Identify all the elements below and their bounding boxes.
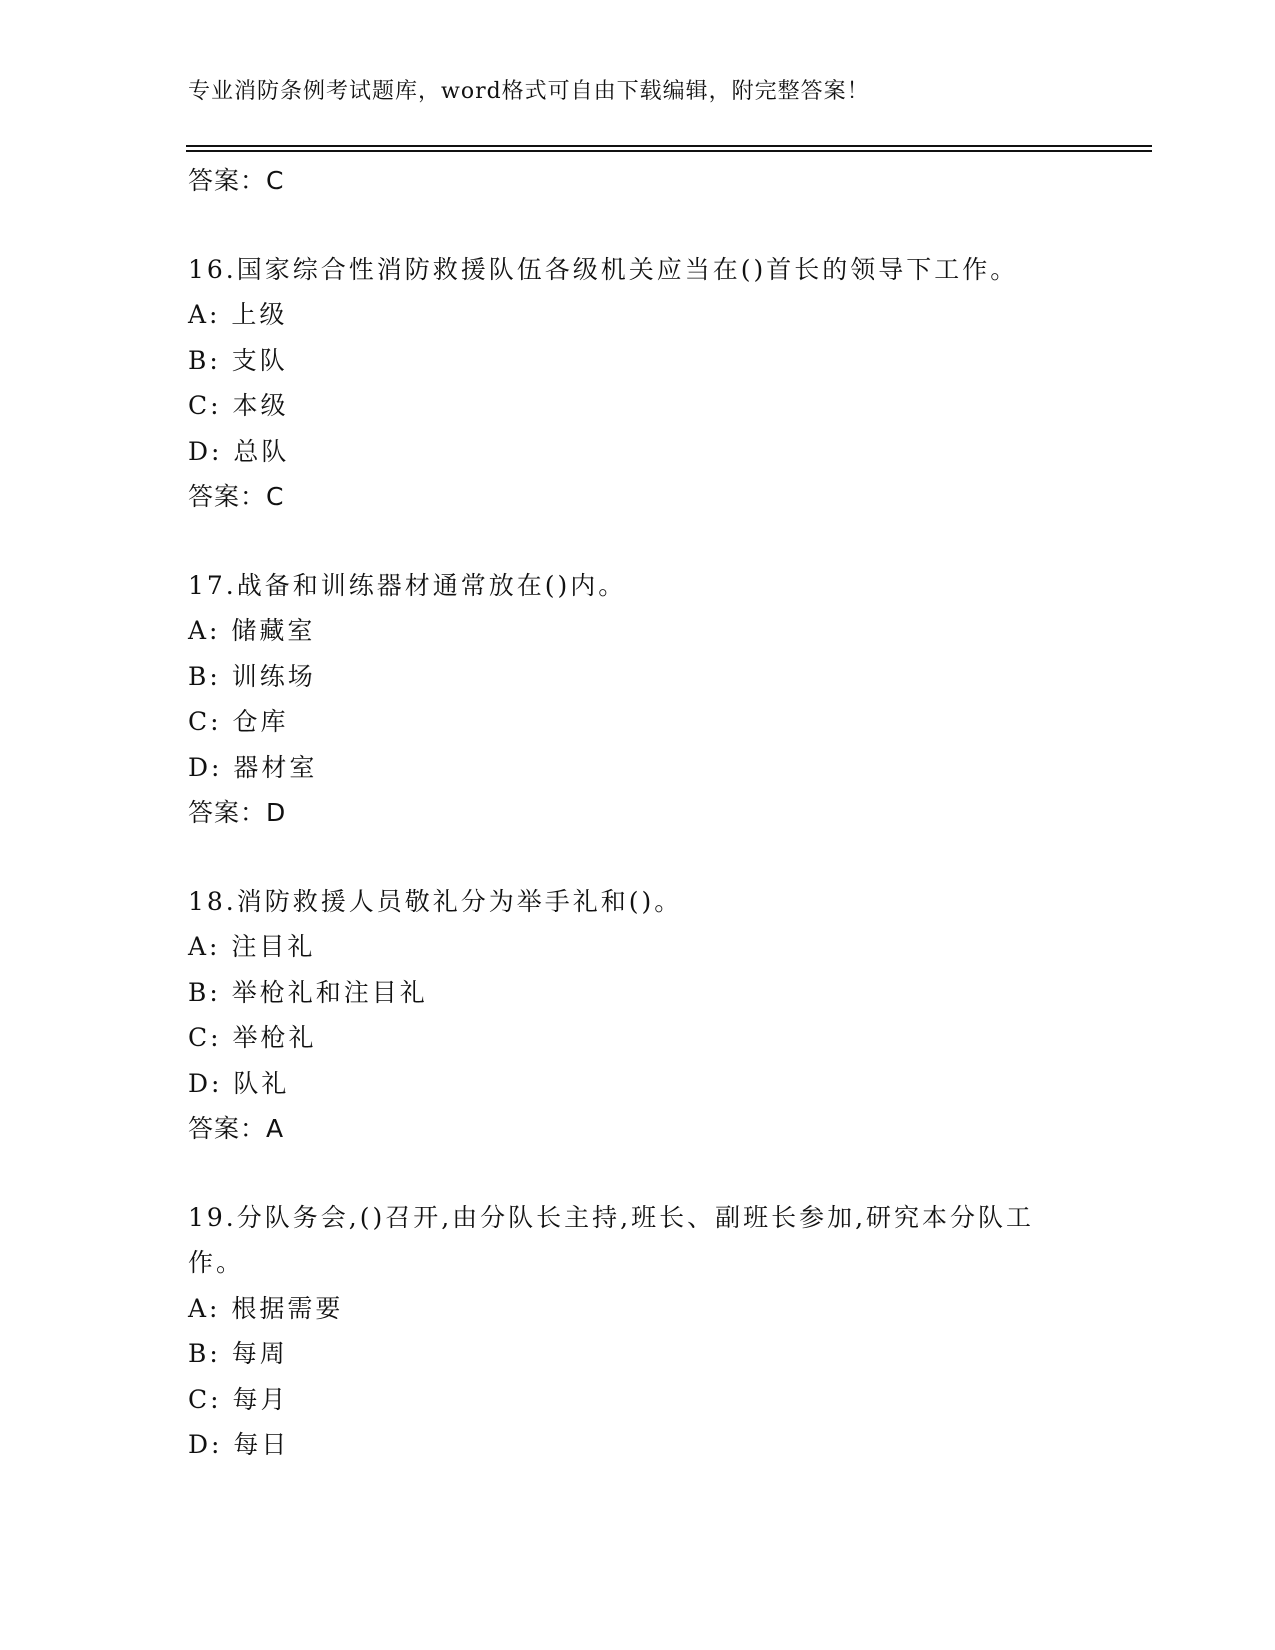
option-b: B: 每周 [188, 1339, 288, 1368]
option-a: A: 上级 [188, 300, 288, 329]
header-rule-bottom [186, 150, 1152, 152]
question-18 [188, 879, 1088, 1152]
answer: 答案：C [188, 482, 285, 511]
option-b: B: 举枪礼和注目礼 [188, 977, 428, 1007]
option-d: D: 队礼 [188, 1068, 290, 1098]
option-d: D: 器材室 [188, 752, 318, 782]
page-header: 专业消防条例考试题库，word格式可自由下载编辑，附完整答案！ [188, 79, 870, 104]
question-text: 17.战备和训练器材通常放在()内。 [188, 570, 627, 600]
option-c: C: 举枪礼 [188, 1023, 317, 1052]
option-c: C: 仓库 [188, 707, 289, 736]
question-text: 19.分队务会,()召开,由分队长主持,班长、副班长参加,研究本分队工作。 [188, 1202, 1035, 1277]
option-b: B: 训练场 [188, 661, 316, 691]
option-c: C: 每月 [188, 1384, 289, 1414]
option-d: D: 总队 [188, 436, 290, 466]
header-rule-top [186, 145, 1152, 147]
option-b: B: 支队 [188, 345, 288, 375]
question-19 [188, 1195, 1088, 1468]
question-text: 16.国家综合性消防救援队伍各级机关应当在()首长的领导下工作。 [188, 254, 1019, 284]
prev-answer: 答案：C [188, 166, 285, 195]
question-17 [188, 563, 1088, 836]
answer: 答案：D [188, 798, 287, 827]
option-a: A: 注目礼 [188, 932, 316, 961]
option-a: A: 根据需要 [188, 1293, 344, 1323]
question-16 [188, 247, 1088, 520]
option-a: A: 储藏室 [188, 616, 316, 645]
option-c: C: 本级 [188, 391, 289, 420]
question-text: 18.消防救援人员敬礼分为举手礼和()。 [188, 886, 683, 916]
answer: 答案：A [188, 1114, 285, 1143]
option-d: D: 每日 [188, 1430, 290, 1459]
question-list [188, 158, 1088, 1468]
